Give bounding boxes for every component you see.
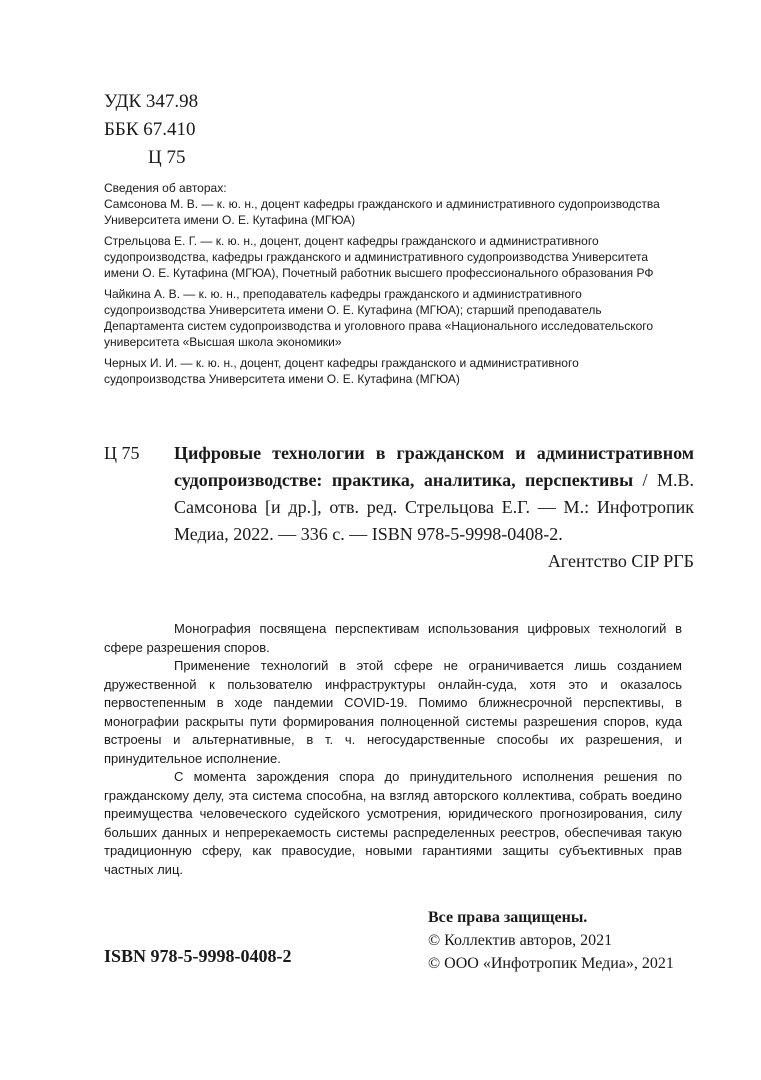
abstract-paragraph: С момента зарождения спора до принудительного исполнения решения по гражданскому делу, эта система способна, на взгляд авторского коллектива, собрать воедино преимущества человеческого судейского усмотрения, юридического прогнозирования, силу больших данных и непререкаемость системы распределенных реестров, обеспечивая такую традиционную сферу, как правосудие, новыми гарантиями защиты субъективных прав частных лиц. xyxy=(104,769,682,877)
abstract-paragraph: Применение технологий в этой сфере не ограничивается лишь созданием дружественной к пользователю инфраструктуры онлайн-суда, хотя это и оказалось первостепенным в ходе пандемии COVID-19. Помимо ближнесрочной перспективы, в монографии раскрыты пути формирования полноценной системы разрешения споров, куда встроены и альтернативные, в т. ч. негосударственные способы их разрешения, и принудительное исполнение. xyxy=(104,658,682,766)
udk-code: УДК 347.98 xyxy=(104,91,199,112)
copyright-authors: © Коллектив авторов, 2021 xyxy=(428,932,613,949)
catalog-number: Ц 75 xyxy=(104,443,140,463)
author-entry: Черных И. И. — к. ю. н., доцент, доцент кафедры гражданского и административного судопроизводства Университета имени О. Е. Кутафина (МГЮА) xyxy=(104,356,579,386)
catalog-record xyxy=(174,440,694,575)
classification-block xyxy=(104,88,198,172)
book-details: / М.В. Самсонова [и др.], отв. ред. Стрельцова Е.Г. — М.: Инфотропик Медиа, 2022. — 336 с. — ISBN 978-5-9998-0408-2. xyxy=(174,470,694,544)
abstract xyxy=(104,620,682,879)
isbn: ISBN 978-5-9998-0408-2 xyxy=(104,946,292,966)
author-sign: Ц 75 xyxy=(148,147,186,168)
author-entry: Самсонова М. В. — к. ю. н., доцент кафедры гражданского и административного судопроизводства Университета имени О. Е. Кутафина (МГЮА) xyxy=(104,197,660,227)
author-entry: Чайкина А. В. — к. ю. н., преподаватель кафедры гражданского и административного судопроизводства Университета имени О. Е. Кутафина (МГЮА); старший преподаватель Департамента систем судопроизводства и уголовного права «Национального исследовательского университета «Высшая школа экономики» xyxy=(104,287,654,349)
cip-agency: Агентство CIP РГБ xyxy=(547,551,694,571)
bbk-code: ББК 67.410 xyxy=(104,119,196,140)
abstract-paragraph: Монография посвящена перспективам использования цифровых технологий в сфере разрешения споров. xyxy=(104,621,682,655)
copyright-publisher: © ООО «Инфотропик Медиа», 2021 xyxy=(428,955,674,972)
rights-reserved: Все права защищены. xyxy=(428,909,588,926)
rights-block xyxy=(428,906,674,975)
authors-heading: Сведения об авторах: xyxy=(104,181,227,195)
author-entry: Стрельцова Е. Г. — к. ю. н., доцент, доцент кафедры гражданского и административного судопроизводства, кафедры гражданского и административного судопроизводства Университета имени О. Е. Кутафина (МГЮА), Почетный работник высшего профессионального образования РФ xyxy=(104,234,654,280)
authors-info xyxy=(104,180,664,387)
book-title: Цифровые технологии в гражданском и административном судопроизводстве: практика, аналитика, перспективы xyxy=(174,443,694,490)
